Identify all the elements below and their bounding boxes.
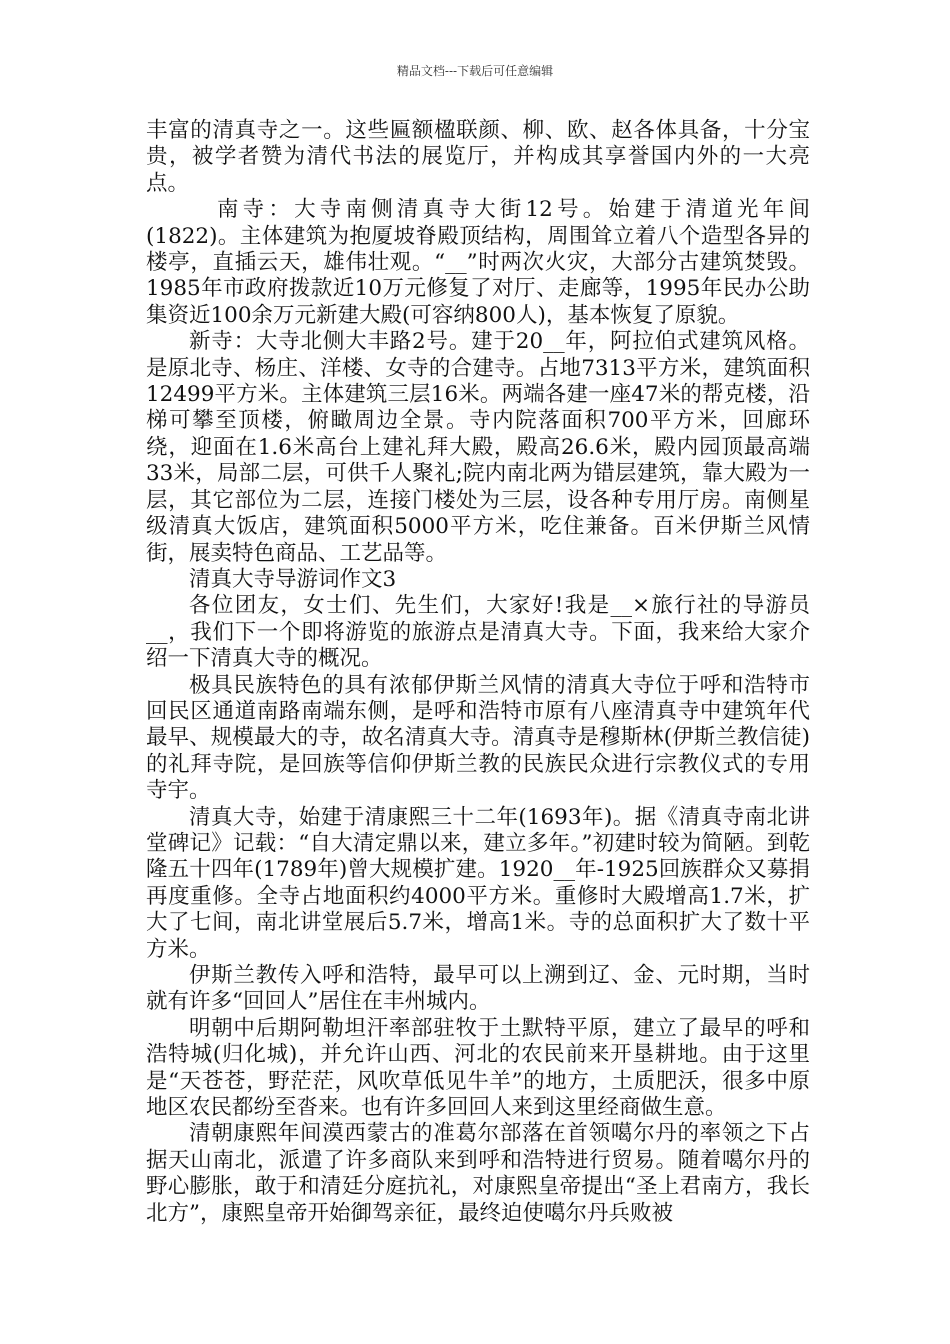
paragraph-qing-dynasty: 清朝康熙年间漠西蒙古的准葛尔部落在首领噶尔丹的率领之下占据天山南北，派遣了许多商队来到呼和浩特进行贸易。随着噶尔丹的野心膨胀，敢于和清廷分庭抗礼，对康熙皇帝提出“圣上君南方，我长北方”，康熙皇帝开始御驾亲征，最终迫使噶尔丹兵败被	[146, 1121, 810, 1226]
paragraph-islam-origin: 伊斯兰教传入呼和浩特，最早可以上溯到辽、金、元时期，当时就有许多“回回人”居住在丰州城内。	[146, 963, 810, 1015]
paragraph-greeting: 各位团友，女士们、先生们，大家好!我是__×旅行社的导游员__，我们下一个即将游览的旅游点是清真大寺。下面，我来给大家介绍一下清真大寺的概况。	[146, 593, 810, 672]
paragraph-new-mosque: 新寺：大寺北侧大丰路2号。建于20__年，阿拉伯式建筑风格。是原北寺、杨庄、洋楼、女寺的合建寺。占地7313平方米，建筑面积12499平方米。主体建筑三层16米。两端各建一座47米的帮克楼，沿梯可攀至顶楼，俯瞰周边全景。寺内院落面积700平方米，回廊环绕，迎面在1.6米高台上建礼拜大殿，殿高26.6米，殿内园顶最高端33米，局部二层，可供千人聚礼;院内南北两为错层建筑，靠大殿为一层，其它部位为二层，连接门楼处为三层，设各种专用厅房。南侧星级清真大饭店，建筑面积5000平方米，吃住兼备。百米伊斯兰风情街，展卖特色商品、工艺品等。	[146, 329, 810, 566]
paragraph-ming-dynasty: 明朝中后期阿勒坦汗率部驻牧于土默特平原，建立了最早的呼和浩特城(归化城)，并允许山西、河北的农民前来开垦耕地。由于这里是“天苍苍，野茫茫，风吹草低见牛羊”的地方，土质肥沃，很多中原地区农民都纷至沓来。也有许多回回人来到这里经商做生意。	[146, 1015, 810, 1121]
paragraph-continuation: 丰富的清真寺之一。这些匾额楹联颜、柳、欧、赵各体具备，十分宝贵，被学者赞为清代书法的展览厅，并构成其享誉国内外的一大亮点。	[146, 118, 810, 196]
paragraph-south-mosque: 南寺：大寺南侧清真寺大街12号。始建于清道光年间(1822)。主体建筑为抱厦坡脊殿顶结构，周围耸立着八个造型各异的楼亭，直插云天，雄伟壮观。“__”时两次火灾，大部分古建筑焚毁。1985年市政府拨款近10万元修复了对厅、走廊等，1995年民办公助集资近100余万元新建大殿(可容纳800人)，基本恢复了原貌。	[146, 197, 810, 328]
document-body	[146, 118, 810, 1227]
section-heading: 清真大寺导游词作文3	[189, 566, 397, 592]
paragraph-history: 清真大寺，始建于清康熙三十二年(1693年)。据《清真寺南北讲堂碑记》记载：“自大清定鼎以来，建立多年。”初建时较为简陋。到乾隆五十四年(1789年)曾大规模扩建。1920__年-1925回族群众又募捐再度重修。全寺占地面积约4000平方米。重修时大殿增高1.7米，扩大了七间，南北讲堂展后5.7米，增高1米。寺的总面积扩大了数十平方米。	[146, 804, 810, 962]
page-header: 精品文档---下载后可任意编辑	[396, 64, 554, 78]
paragraph-location: 极具民族特色的具有浓郁伊斯兰风情的清真大寺位于呼和浩特市回民区通道南路南端东侧，是呼和浩特市原有八座清真寺中建筑年代最早、规模最大的寺，故名清真大寺。清真寺是穆斯林(伊斯兰教信徒)的礼拜寺院，是回族等信仰伊斯兰教的民族民众进行宗教仪式的专用寺宇。	[146, 672, 810, 804]
